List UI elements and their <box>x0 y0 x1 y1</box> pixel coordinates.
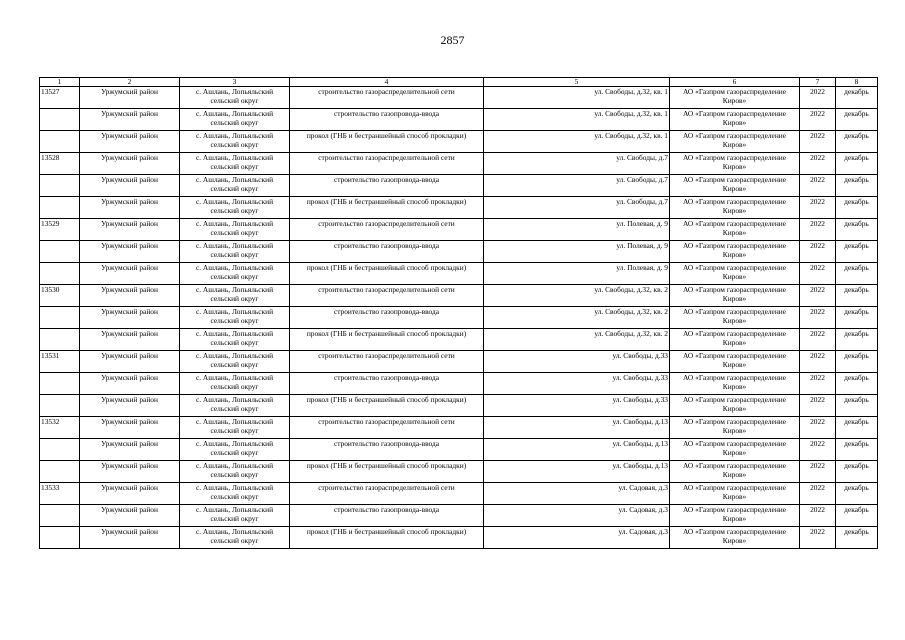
year-cell: 2022 <box>800 285 836 307</box>
row-number <box>40 263 80 285</box>
locality-cell: с. Ашлань, Лопьяльский сельский округ <box>180 109 290 131</box>
row-number <box>40 197 80 219</box>
column-number-header: 3 <box>180 78 290 87</box>
work-type-cell: строительство газопровода-ввода <box>290 373 484 395</box>
district-cell: Уржумский район <box>80 153 180 175</box>
year-cell: 2022 <box>800 483 836 505</box>
table-row <box>40 351 878 373</box>
work-type-cell: строительство газораспределительной сети <box>290 417 484 439</box>
month-cell: декабрь <box>836 505 878 527</box>
year-cell: 2022 <box>800 461 836 483</box>
address-cell: ул. Свободы, д.13 <box>484 439 670 461</box>
work-type-cell: строительство газопровода-ввода <box>290 241 484 263</box>
month-cell: декабрь <box>836 373 878 395</box>
work-type-cell: прокол (ГНБ и бестраншейный способ прокладки) <box>290 263 484 285</box>
year-cell: 2022 <box>800 175 836 197</box>
organization-cell: АО «Газпром газораспределение Киров» <box>670 395 800 417</box>
locality-cell: с. Ашлань, Лопьяльский сельский округ <box>180 197 290 219</box>
month-cell: декабрь <box>836 483 878 505</box>
address-cell: ул. Свободы, д.13 <box>484 461 670 483</box>
year-cell: 2022 <box>800 527 836 549</box>
month-cell: декабрь <box>836 439 878 461</box>
month-cell: декабрь <box>836 527 878 549</box>
year-cell: 2022 <box>800 351 836 373</box>
address-cell: ул. Свободы, д.32, кв. 1 <box>484 109 670 131</box>
organization-cell: АО «Газпром газораспределение Киров» <box>670 175 800 197</box>
year-cell: 2022 <box>800 197 836 219</box>
gas-works-table <box>39 77 878 549</box>
row-number <box>40 527 80 549</box>
table-row <box>40 175 878 197</box>
locality-cell: с. Ашлань, Лопьяльский сельский округ <box>180 373 290 395</box>
month-cell: декабрь <box>836 87 878 109</box>
month-cell: декабрь <box>836 351 878 373</box>
column-number-header: 2 <box>80 78 180 87</box>
table-row <box>40 373 878 395</box>
row-number <box>40 241 80 263</box>
locality-cell: с. Ашлань, Лопьяльский сельский округ <box>180 153 290 175</box>
district-cell: Уржумский район <box>80 395 180 417</box>
organization-cell: АО «Газпром газораспределение Киров» <box>670 483 800 505</box>
month-cell: декабрь <box>836 175 878 197</box>
district-cell: Уржумский район <box>80 175 180 197</box>
table-row <box>40 461 878 483</box>
address-cell: ул. Свободы, д.7 <box>484 153 670 175</box>
locality-cell: с. Ашлань, Лопьяльский сельский округ <box>180 527 290 549</box>
work-type-cell: строительство газопровода-ввода <box>290 439 484 461</box>
month-cell: декабрь <box>836 329 878 351</box>
row-number <box>40 505 80 527</box>
month-cell: декабрь <box>836 197 878 219</box>
organization-cell: АО «Газпром газораспределение Киров» <box>670 153 800 175</box>
district-cell: Уржумский район <box>80 219 180 241</box>
month-cell: декабрь <box>836 109 878 131</box>
district-cell: Уржумский район <box>80 109 180 131</box>
district-cell: Уржумский район <box>80 351 180 373</box>
locality-cell: с. Ашлань, Лопьяльский сельский округ <box>180 505 290 527</box>
row-number <box>40 395 80 417</box>
address-cell: ул. Полевая, д. 9 <box>484 263 670 285</box>
address-cell: ул. Свободы, д.32, кв. 2 <box>484 307 670 329</box>
row-number: 13532 <box>40 417 80 439</box>
year-cell: 2022 <box>800 241 836 263</box>
district-cell: Уржумский район <box>80 527 180 549</box>
column-number-header: 8 <box>836 78 878 87</box>
year-cell: 2022 <box>800 395 836 417</box>
district-cell: Уржумский район <box>80 263 180 285</box>
table-row <box>40 219 878 241</box>
table-row <box>40 307 878 329</box>
table-row <box>40 527 878 549</box>
page-number: 2857 <box>440 33 465 47</box>
table-row <box>40 395 878 417</box>
locality-cell: с. Ашлань, Лопьяльский сельский округ <box>180 483 290 505</box>
row-number <box>40 439 80 461</box>
work-type-cell: прокол (ГНБ и бестраншейный способ прокладки) <box>290 329 484 351</box>
year-cell: 2022 <box>800 263 836 285</box>
row-number: 13533 <box>40 483 80 505</box>
row-number <box>40 109 80 131</box>
organization-cell: АО «Газпром газораспределение Киров» <box>670 285 800 307</box>
organization-cell: АО «Газпром газораспределение Киров» <box>670 439 800 461</box>
locality-cell: с. Ашлань, Лопьяльский сельский округ <box>180 241 290 263</box>
address-cell: ул. Полевая, д. 9 <box>484 219 670 241</box>
table-row <box>40 483 878 505</box>
month-cell: декабрь <box>836 219 878 241</box>
month-cell: декабрь <box>836 285 878 307</box>
organization-cell: АО «Газпром газораспределение Киров» <box>670 263 800 285</box>
year-cell: 2022 <box>800 307 836 329</box>
district-cell: Уржумский район <box>80 241 180 263</box>
organization-cell: АО «Газпром газораспределение Киров» <box>670 373 800 395</box>
month-cell: декабрь <box>836 395 878 417</box>
work-type-cell: строительство газораспределительной сети <box>290 87 484 109</box>
district-cell: Уржумский район <box>80 87 180 109</box>
organization-cell: АО «Газпром газораспределение Киров» <box>670 219 800 241</box>
table-row <box>40 505 878 527</box>
address-cell: ул. Садовая, д.3 <box>484 483 670 505</box>
row-number: 13529 <box>40 219 80 241</box>
address-cell: ул. Свободы, д.32, кв. 1 <box>484 131 670 153</box>
organization-cell: АО «Газпром газораспределение Киров» <box>670 417 800 439</box>
month-cell: декабрь <box>836 131 878 153</box>
locality-cell: с. Ашлань, Лопьяльский сельский округ <box>180 351 290 373</box>
organization-cell: АО «Газпром газораспределение Киров» <box>670 505 800 527</box>
table-row <box>40 439 878 461</box>
address-cell: ул. Свободы, д.13 <box>484 417 670 439</box>
year-cell: 2022 <box>800 131 836 153</box>
table-row <box>40 131 878 153</box>
table-row <box>40 241 878 263</box>
month-cell: декабрь <box>836 417 878 439</box>
table-body <box>40 87 878 549</box>
district-cell: Уржумский район <box>80 285 180 307</box>
column-number-header: 6 <box>670 78 800 87</box>
row-number: 13531 <box>40 351 80 373</box>
address-cell: ул. Свободы, д.33 <box>484 395 670 417</box>
district-cell: Уржумский район <box>80 373 180 395</box>
work-type-cell: строительство газораспределительной сети <box>290 483 484 505</box>
row-number <box>40 307 80 329</box>
locality-cell: с. Ашлань, Лопьяльский сельский округ <box>180 461 290 483</box>
column-number-row <box>40 78 878 87</box>
locality-cell: с. Ашлань, Лопьяльский сельский округ <box>180 175 290 197</box>
table-row <box>40 285 878 307</box>
table-row <box>40 109 878 131</box>
organization-cell: АО «Газпром газораспределение Киров» <box>670 131 800 153</box>
address-cell: ул. Садовая, д.3 <box>484 527 670 549</box>
year-cell: 2022 <box>800 153 836 175</box>
work-type-cell: прокол (ГНБ и бестраншейный способ прокладки) <box>290 131 484 153</box>
organization-cell: АО «Газпром газораспределение Киров» <box>670 307 800 329</box>
locality-cell: с. Ашлань, Лопьяльский сельский округ <box>180 87 290 109</box>
address-cell: ул. Свободы, д.32, кв. 2 <box>484 329 670 351</box>
locality-cell: с. Ашлань, Лопьяльский сельский округ <box>180 329 290 351</box>
row-number <box>40 329 80 351</box>
row-number: 13527 <box>40 87 80 109</box>
year-cell: 2022 <box>800 87 836 109</box>
year-cell: 2022 <box>800 373 836 395</box>
column-number-header: 1 <box>40 78 80 87</box>
organization-cell: АО «Газпром газораспределение Киров» <box>670 461 800 483</box>
table-row <box>40 417 878 439</box>
work-type-cell: строительство газораспределительной сети <box>290 351 484 373</box>
column-number-header: 7 <box>800 78 836 87</box>
locality-cell: с. Ашлань, Лопьяльский сельский округ <box>180 417 290 439</box>
work-type-cell: строительство газораспределительной сети <box>290 285 484 307</box>
work-type-cell: строительство газопровода-ввода <box>290 175 484 197</box>
organization-cell: АО «Газпром газораспределение Киров» <box>670 197 800 219</box>
district-cell: Уржумский район <box>80 197 180 219</box>
work-type-cell: прокол (ГНБ и бестраншейный способ прокладки) <box>290 395 484 417</box>
year-cell: 2022 <box>800 417 836 439</box>
row-number: 13528 <box>40 153 80 175</box>
row-number <box>40 131 80 153</box>
locality-cell: с. Ашлань, Лопьяльский сельский округ <box>180 219 290 241</box>
work-type-cell: прокол (ГНБ и бестраншейный способ прокладки) <box>290 461 484 483</box>
address-cell: ул. Свободы, д.33 <box>484 373 670 395</box>
row-number <box>40 175 80 197</box>
work-type-cell: строительство газораспределительной сети <box>290 153 484 175</box>
month-cell: декабрь <box>836 263 878 285</box>
month-cell: декабрь <box>836 461 878 483</box>
year-cell: 2022 <box>800 109 836 131</box>
month-cell: декабрь <box>836 241 878 263</box>
locality-cell: с. Ашлань, Лопьяльский сельский округ <box>180 439 290 461</box>
district-cell: Уржумский район <box>80 417 180 439</box>
locality-cell: с. Ашлань, Лопьяльский сельский округ <box>180 395 290 417</box>
table-row <box>40 153 878 175</box>
district-cell: Уржумский район <box>80 307 180 329</box>
table-row <box>40 263 878 285</box>
work-type-cell: строительство газопровода-ввода <box>290 109 484 131</box>
district-cell: Уржумский район <box>80 505 180 527</box>
organization-cell: АО «Газпром газораспределение Киров» <box>670 527 800 549</box>
work-type-cell: прокол (ГНБ и бестраншейный способ прокладки) <box>290 527 484 549</box>
organization-cell: АО «Газпром газораспределение Киров» <box>670 241 800 263</box>
address-cell: ул. Садовая, д.3 <box>484 505 670 527</box>
organization-cell: АО «Газпром газораспределение Киров» <box>670 351 800 373</box>
work-type-cell: строительство газопровода-ввода <box>290 307 484 329</box>
district-cell: Уржумский район <box>80 329 180 351</box>
year-cell: 2022 <box>800 505 836 527</box>
address-cell: ул. Свободы, д.7 <box>484 175 670 197</box>
address-cell: ул. Свободы, д.32, кв. 2 <box>484 285 670 307</box>
year-cell: 2022 <box>800 219 836 241</box>
year-cell: 2022 <box>800 439 836 461</box>
work-type-cell: строительство газопровода-ввода <box>290 505 484 527</box>
district-cell: Уржумский район <box>80 131 180 153</box>
row-number <box>40 373 80 395</box>
organization-cell: АО «Газпром газораспределение Киров» <box>670 87 800 109</box>
address-cell: ул. Полевая, д. 9 <box>484 241 670 263</box>
organization-cell: АО «Газпром газораспределение Киров» <box>670 109 800 131</box>
row-number <box>40 461 80 483</box>
organization-cell: АО «Газпром газораспределение Киров» <box>670 329 800 351</box>
year-cell: 2022 <box>800 329 836 351</box>
column-number-header: 4 <box>290 78 484 87</box>
district-cell: Уржумский район <box>80 439 180 461</box>
locality-cell: с. Ашлань, Лопьяльский сельский округ <box>180 131 290 153</box>
locality-cell: с. Ашлань, Лопьяльский сельский округ <box>180 307 290 329</box>
column-number-header: 5 <box>484 78 670 87</box>
district-cell: Уржумский район <box>80 461 180 483</box>
locality-cell: с. Ашлань, Лопьяльский сельский округ <box>180 263 290 285</box>
table-row <box>40 197 878 219</box>
address-cell: ул. Свободы, д.32, кв. 1 <box>484 87 670 109</box>
row-number: 13530 <box>40 285 80 307</box>
month-cell: декабрь <box>836 307 878 329</box>
month-cell: декабрь <box>836 153 878 175</box>
work-type-cell: прокол (ГНБ и бестраншейный способ прокладки) <box>290 197 484 219</box>
address-cell: ул. Свободы, д.7 <box>484 197 670 219</box>
table-row <box>40 87 878 109</box>
district-cell: Уржумский район <box>80 483 180 505</box>
table-row <box>40 329 878 351</box>
locality-cell: с. Ашлань, Лопьяльский сельский округ <box>180 285 290 307</box>
work-type-cell: строительство газораспределительной сети <box>290 219 484 241</box>
address-cell: ул. Свободы, д.33 <box>484 351 670 373</box>
